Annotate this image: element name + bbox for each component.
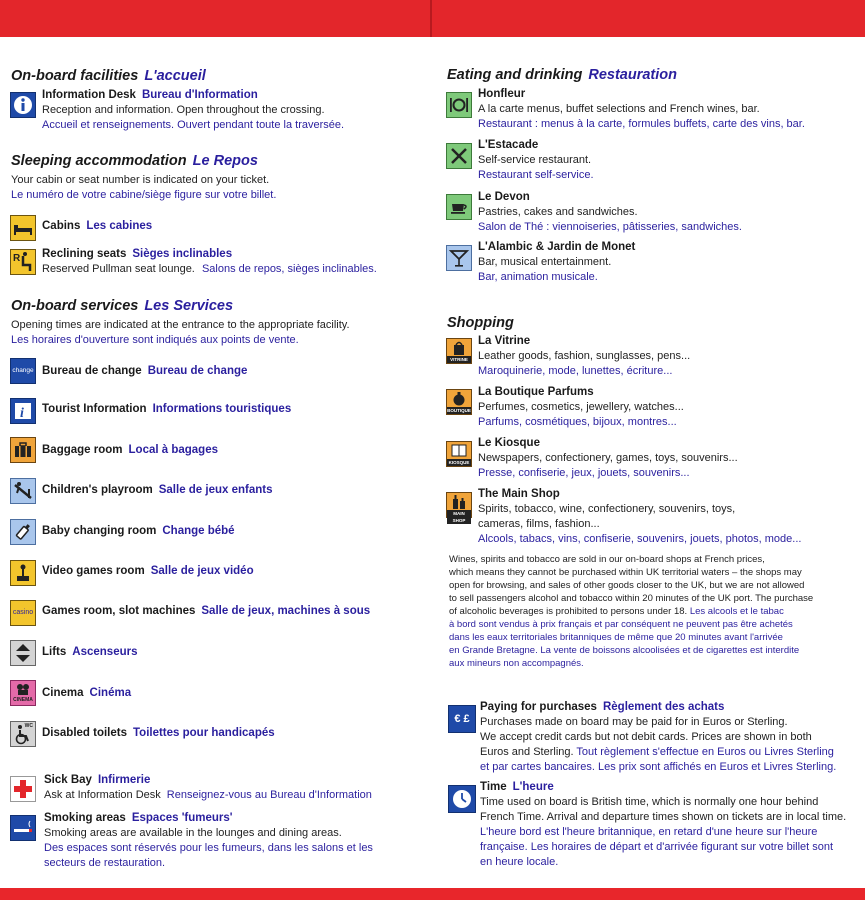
newspaper-icon: KIOSQUE <box>446 441 472 467</box>
bed-icon <box>10 215 36 241</box>
info-desk-title: Information Desk Bureau d'Information <box>42 89 258 101</box>
time-title: Time L'heure <box>480 781 554 793</box>
honfleur-title: Honfleur <box>478 88 526 100</box>
paying-line-2: We accept credit cards but not debit cards. Prices are shown in both <box>480 731 812 743</box>
duty-para-fr-1: à bord sont vendus à prix français et par conséquent ne peuvent pas être achetés <box>449 619 793 630</box>
devon-desc-en: Pastries, cakes and sandwiches. <box>478 206 638 218</box>
main-shop-desc-en-2: cameras, films, fashion... <box>478 518 600 530</box>
kiosque-desc-en: Newspapers, confectionery, games, toys, souvenirs... <box>478 452 738 464</box>
kiosque-desc-fr: Presse, confiserie, jeux, jouets, souvenirs... <box>478 467 690 479</box>
estacade-title: L'Estacade <box>478 139 539 151</box>
sleeping-line-fr: Le numéro de votre cabine/siège figure sur votre billet. <box>11 189 277 201</box>
time-line-2: French Time. Arrival and departure times shown on tickets are in local time. <box>480 811 847 823</box>
eating-heading: Eating and drinking Restauration <box>447 67 677 83</box>
sleeping-line-en: Your cabin or seat number is indicated on your ticket. <box>11 174 270 186</box>
boutique-desc-fr: Parfums, cosmétiques, bijoux, montres... <box>478 416 677 428</box>
paying-line-4: et par cartes bancaires. Les prix sont affichés en Euros et Livres Sterling. <box>480 761 837 773</box>
clock-icon <box>448 785 476 813</box>
sleeping-heading: Sleeping accommodation Le Repos <box>11 153 258 169</box>
time-line-3: L'heure bord est l'heure britannique, en retard d'une heure sur l'heure <box>480 826 818 838</box>
fork-knife-icon <box>446 143 472 169</box>
devon-desc-fr: Salon de Thé : viennoiseries, pâtisseries, sandwiches. <box>478 221 742 233</box>
alambic-title: L'Alambic & Jardin de Monet <box>478 241 636 253</box>
service-bureau-de-change: Bureau de change Bureau de change <box>42 365 248 377</box>
smoking-desc-fr-1: Des espaces sont réservés pour les fumeurs, dans les salons et les <box>44 842 373 854</box>
duty-para-en-2: which means they cannot be purchased within UK territorial waters – the shops may <box>449 567 802 578</box>
teacup-icon <box>446 194 472 220</box>
service-disabled-toilets: Disabled toilets Toilettes pour handicapés <box>42 727 275 739</box>
plate-cutlery-icon <box>446 92 472 118</box>
main-shop-desc-en-1: Spirits, tobacco, wine, confectionery, souvenirs, toys, <box>478 503 736 515</box>
alambic-desc-en: Bar, musical entertainment. <box>478 256 612 268</box>
alambic-desc-fr: Bar, animation musicale. <box>478 271 598 283</box>
estacade-desc-en: Self-service restaurant. <box>478 154 592 166</box>
boutique-desc-en: Perfumes, cosmetics, jewellery, watches... <box>478 401 684 413</box>
service-video-games: Video games room Salle de jeux vidéo <box>42 565 254 577</box>
cigarette-icon <box>10 815 36 841</box>
sick-bay-desc: Ask at Information Desk Renseignez-vous au Bureau d'Information <box>44 789 372 801</box>
services-line-en: Opening times are indicated at the entrance to the appropriate facility. <box>11 319 350 331</box>
duty-para-en-4: to sell passengers alcohol and tobacco within 20 minutes of the UK port. The purchase <box>449 593 814 604</box>
main-shop-desc-fr: Alcools, tabacs, vins, confiserie, souvenirs, jouets, photos, mode... <box>478 533 802 545</box>
wheelchair-icon: WC <box>10 721 36 747</box>
bottles-icon: MAIN SHOP <box>446 492 472 518</box>
perfume-bottle-icon: BOUTIQUE <box>446 389 472 415</box>
suitcase-icon <box>10 437 36 463</box>
vitrine-desc-fr: Maroquinerie, mode, lunettes, écriture... <box>478 365 673 377</box>
bottom-red-band <box>0 888 865 900</box>
service-childrens-playroom: Children's playroom Salle de jeux enfants <box>42 484 273 496</box>
service-cinema: Cinema Cinéma <box>42 687 132 699</box>
duty-para-mixed: of alcoholic beverages is prohibited to persons under 18. Les alcools et le tabac <box>449 606 784 617</box>
duty-para-fr-3: en Grande Bretagne. La vente de boissons alcoolisées et de cigarettes est interdite <box>449 645 800 656</box>
services-heading: On-board services Les Services <box>11 298 234 314</box>
paying-title: Paying for purchases Règlement des achats <box>480 701 725 713</box>
services-line-fr: Les horaires d'ouverture sont indiqués aux points de vente. <box>11 334 299 346</box>
baby-bottle-icon <box>10 519 36 545</box>
service-games-room: Games room, slot machines Salle de jeux, machines à sous <box>42 605 371 617</box>
bureau-de-change-icon: change <box>10 358 36 384</box>
service-baby-changing: Baby changing room Change bébé <box>42 525 235 537</box>
cabins-label: Cabins Les cabines <box>42 220 153 232</box>
info-desk-desc-fr: Accueil et renseignements. Ouvert pendant toute la traversée. <box>42 119 345 131</box>
duty-para-en-3: open for browsing, and sales of other goods closer to the UK, but we are not allowed <box>449 580 805 591</box>
shopping-heading: Shopping <box>447 315 514 331</box>
info-desk-desc-en: Reception and information. Open throughout the crossing. <box>42 104 325 116</box>
smoking-desc-fr-2: secteurs de restauration. <box>44 857 166 869</box>
lift-arrows-icon <box>10 640 36 666</box>
paying-line-3: Euros and Sterling. Tout règlement s'effectue en Euros ou Livres Sterling <box>480 746 834 758</box>
joystick-icon <box>10 560 36 586</box>
smoking-desc-en: Smoking areas are available in the lounges and dining areas. <box>44 827 342 839</box>
devon-title: Le Devon <box>478 191 530 203</box>
kiosque-title: Le Kiosque <box>478 437 540 449</box>
casino-icon: casino <box>10 600 36 626</box>
honfleur-desc-en: A la carte menus, buffet selections and French wines, bar. <box>478 103 760 115</box>
honfleur-desc-fr: Restaurant : menus à la carte, formules buffets, carte des vins, bar. <box>478 118 805 130</box>
vitrine-desc-en: Leather goods, fashion, sunglasses, pens... <box>478 350 691 362</box>
tourist-info-icon <box>10 398 36 424</box>
duty-para-en-1: Wines, spirits and tobacco are sold in our on-board shops at French prices, <box>449 554 765 565</box>
estacade-desc-fr: Restaurant self-service. <box>478 169 594 181</box>
reclining-title: Reclining seats Sièges inclinables <box>42 248 233 260</box>
service-tourist-information: Tourist Information Informations touristiques <box>42 403 292 415</box>
currency-icon: € £ <box>448 705 476 733</box>
time-line-1: Time used on board is British time, which is normally one hour behind <box>480 796 819 808</box>
service-baggage-room: Baggage room Local à bagages <box>42 444 218 456</box>
red-cross-icon <box>10 776 36 802</box>
top-red-band <box>0 0 865 37</box>
svg-text:i: i <box>20 406 24 421</box>
reclining-desc: Reserved Pullman seat lounge. Salons de repos, sièges inclinables. <box>42 263 377 275</box>
smoking-title: Smoking areas Espaces 'fumeurs' <box>44 812 233 824</box>
facilities-heading: On-board facilities L'accueil <box>11 68 206 84</box>
service-lifts: Lifts Ascenseurs <box>42 646 138 658</box>
slide-icon <box>10 478 36 504</box>
cinema-icon: CINEMA <box>10 680 36 706</box>
info-desk-icon <box>10 92 36 118</box>
vitrine-title: La Vitrine <box>478 335 531 347</box>
vitrine-handbag-icon: VITRINE <box>446 338 472 364</box>
cocktail-glass-icon <box>446 245 472 271</box>
fold-seam <box>430 0 432 37</box>
reclining-seat-icon <box>10 249 36 275</box>
paying-line-1: Purchases made on board may be paid for in Euros or Sterling. <box>480 716 788 728</box>
duty-para-fr-4: aux mineurs non accompagnés. <box>449 658 584 669</box>
boutique-title: La Boutique Parfums <box>478 386 594 398</box>
time-line-5: en heure locale. <box>480 856 559 868</box>
sick-bay-title: Sick Bay Infirmerie <box>44 774 151 786</box>
time-line-4: française. Les horaires de départ et d'arrivée figurant sur votre billet sont <box>480 841 834 853</box>
main-shop-title: The Main Shop <box>478 488 560 500</box>
svg-text:R: R <box>13 253 21 264</box>
duty-para-fr-2: dans les eaux territoriales britanniques de même que 20 minutes avant l'arrivée <box>449 632 783 643</box>
